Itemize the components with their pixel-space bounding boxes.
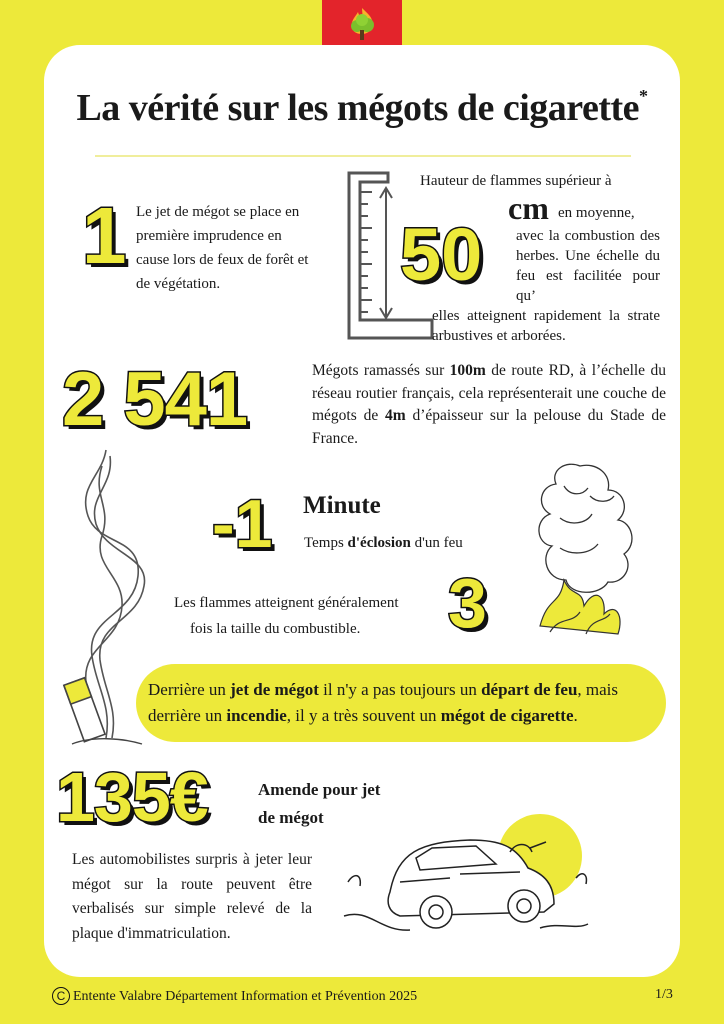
flame-tree-icon: [344, 6, 380, 42]
car-smoker-illustration: [340, 812, 590, 940]
fact3-number: 3: [448, 564, 487, 642]
page-number: 1/3: [655, 987, 673, 1002]
callout-text: Derrière un jet de mégot il n'y a pas toujours un départ de feu, mais derrière un incendie, il y a très souvent un mégot de cigarette.: [148, 680, 619, 725]
fact3-line2: fois la taille du combustible.: [190, 621, 361, 637]
fact3-line1: Les flammes atteignent généralement: [174, 595, 399, 611]
fine-amount: 135€: [56, 758, 208, 836]
copyright-icon: C: [52, 987, 70, 1005]
footer-copyright-text: Entente Valabre Département Information et Prévention 2025: [73, 989, 418, 1004]
page-title: [40, 86, 684, 130]
fine-label-line1: Amende pour jet: [258, 780, 381, 799]
fire-smoke-illustration: [520, 456, 642, 642]
fact50-side-text: avec la combustion des herbes. Une échelle du feu est facilitée pour qu’: [516, 228, 660, 304]
title-divider: [95, 155, 631, 157]
fact50-intro: Hauteur de flammes supérieur à: [420, 173, 612, 189]
minute-text: Temps d'éclosion d'un feu: [304, 535, 463, 551]
fact50-unit-suffix: en moyenne,: [558, 205, 635, 221]
minute-number: -1: [212, 486, 273, 562]
fact50-number: 50: [400, 213, 483, 296]
title-asterisk: *: [639, 86, 648, 107]
fact50-unit: cm: [508, 190, 549, 226]
fact1-text: Le jet de mégot se place en première imprudence en cause lors de feux de forêt et de végétation.: [136, 204, 309, 292]
fine-text: Les automobilistes surpris à jeter leur mégot sur la route peuvent être verbalisés sur simple relevé de la plaque d'immatriculation.: [72, 851, 312, 942]
footer-copyright: [52, 987, 417, 1005]
fact1-number: 1: [82, 191, 127, 280]
fact2541-text: Mégots ramassés sur 100m de route RD, à l’échelle du réseau routier français, cela représenterait une couche de mégots de 4m d’épaisseur sur la pelouse du Stade de France.: [312, 362, 666, 447]
fact2541-number: 2 541: [62, 357, 248, 442]
fine-label-line2: de mégot: [258, 808, 324, 827]
fact50-bottom-text: elles atteignent rapidement la strate arbustives et arborées.: [432, 308, 660, 344]
title-text: La vérité sur les mégots de cigarette: [76, 87, 640, 129]
minute-title: Minute: [303, 492, 381, 519]
